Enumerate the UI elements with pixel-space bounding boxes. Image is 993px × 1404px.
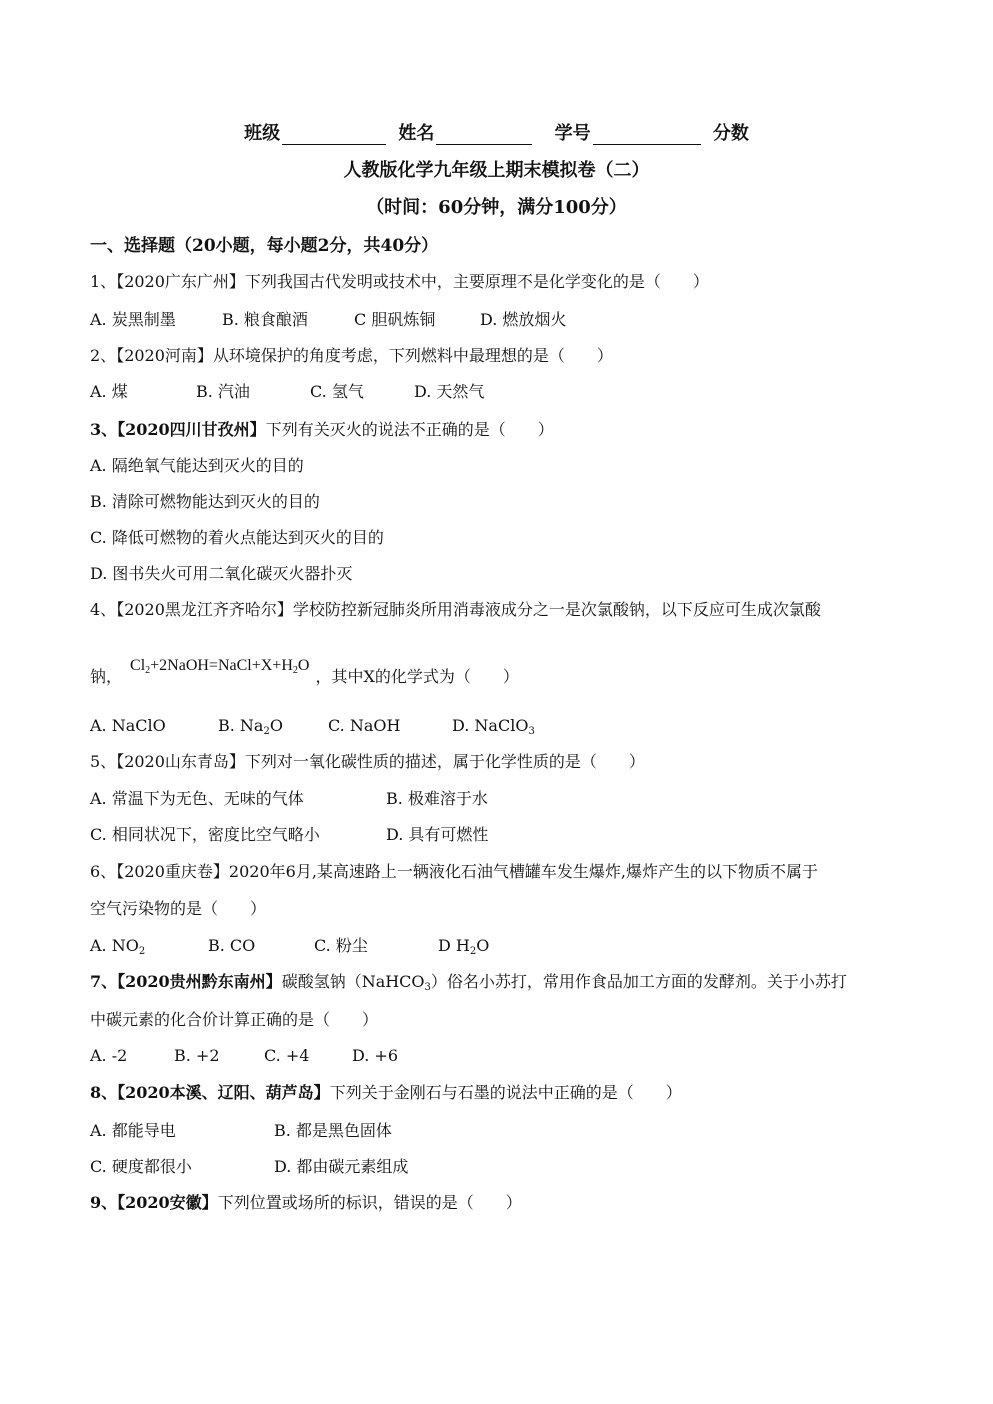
question-text: 2020年6月,某高速路上一辆液化石油气槽罐车发生爆炸,爆炸产生的以下物质不属于 xyxy=(228,862,818,881)
question-6-line-2: 空气污染物的是（ ） xyxy=(90,899,267,918)
question-4 xyxy=(90,599,821,621)
option-a[interactable]: A. -2 xyxy=(90,1046,128,1065)
option-b[interactable]: B. 清除可燃物能达到灭火的目的 xyxy=(90,492,320,511)
exam-title: 人教版化学九年级上期末模拟卷（二） xyxy=(343,160,650,181)
class-label: 班级 xyxy=(244,123,281,144)
question-number: 2、 xyxy=(90,346,117,365)
question-source: 【2020重庆卷】 xyxy=(116,862,229,881)
option-c[interactable]: C. NaOH xyxy=(328,716,401,735)
question-7-line-2: 中碳元素的化合价计算正确的是（ ） xyxy=(90,1010,379,1029)
option-b[interactable]: B. $Na_2O$ xyxy=(218,716,283,737)
question-6-options xyxy=(90,935,489,957)
question-3 xyxy=(90,419,554,441)
option-c[interactable]: C 胆矾炼铜 xyxy=(354,310,436,329)
question-number: 8、 xyxy=(90,1083,118,1102)
question-number: 5、 xyxy=(90,752,117,771)
option-a[interactable]: A. 都能导电 xyxy=(90,1121,176,1140)
question-text: ，其中X的化学式为（ ） xyxy=(315,667,519,686)
question-number: 6、 xyxy=(90,862,117,881)
option-b[interactable]: B. 粮食酿酒 xyxy=(222,310,308,329)
question-text: 下列有关灭火的说法不正确的是（ ） xyxy=(265,420,554,439)
class-blank[interactable] xyxy=(282,126,386,145)
option-b[interactable]: B. 汽油 xyxy=(196,382,250,401)
question-2-options xyxy=(90,381,484,403)
question-1-options xyxy=(90,309,566,331)
option-b[interactable]: B. 极难溶于水 xyxy=(386,789,488,808)
question-source: 【2020贵州黔东南州】 xyxy=(117,972,282,991)
question-7-options xyxy=(90,1045,398,1067)
option-a[interactable]: A. $NO_2$ xyxy=(90,936,146,957)
student-info-line xyxy=(0,123,993,145)
option-d[interactable]: D. NaClO$_3$ xyxy=(452,716,535,737)
question-4-options xyxy=(90,715,535,737)
option-d[interactable]: D. 具有可燃性 xyxy=(386,825,489,844)
question-source: 【2020山东青岛】 xyxy=(116,752,245,771)
option-b[interactable]: B. 都是黑色固体 xyxy=(274,1121,392,1140)
option-c[interactable]: C. +4 xyxy=(264,1046,310,1065)
question-source: 【2020安徽】 xyxy=(117,1193,218,1212)
question-text: 下列对一氧化碳性质的描述，属于化学性质的是（ ） xyxy=(244,752,645,771)
question-text: 学校防控新冠肺炎所用消毒液成分之一是次氯酸钠，以下反应可生成次氯酸 xyxy=(292,600,821,619)
option-a[interactable]: A. 炭黑制墨 xyxy=(90,310,176,329)
question-text: 碳酸氢钠（NaHCO$_3$）俗名小苏打，常用作食品加工方面的发酵剂。关于小苏打 xyxy=(281,972,847,993)
option-d[interactable]: D. 天然气 xyxy=(414,382,485,401)
question-4-line-2 xyxy=(90,657,519,689)
question-text: 下列我国古代发明或技术中，主要原理不是化学变化的是（ ） xyxy=(244,272,709,291)
option-c[interactable]: C. 相同状况下，密度比空气略小 xyxy=(90,825,320,844)
option-d[interactable]: D. 图书失火可用二氧化碳灭火器扑灭 xyxy=(90,564,353,583)
question-1 xyxy=(90,271,709,293)
question-number: 3、 xyxy=(90,420,118,439)
question-6 xyxy=(90,861,818,883)
question-8-options-row-1 xyxy=(90,1120,392,1142)
question-source: 【2020广东广州】 xyxy=(116,272,245,291)
question-source: 【2020本溪、辽阳、葫芦岛】 xyxy=(117,1083,330,1102)
question-9 xyxy=(90,1192,522,1214)
exam-subtitle: （时间：60分钟，满分100分） xyxy=(366,197,627,218)
option-d[interactable]: D. 燃放烟火 xyxy=(480,310,567,329)
id-label: 学号 xyxy=(554,123,591,144)
option-c[interactable]: C. 粉尘 xyxy=(314,936,368,955)
option-c[interactable]: C. 降低可燃物的着火点能达到灭火的目的 xyxy=(90,528,384,547)
question-7 xyxy=(90,971,847,993)
question-8-options-row-2 xyxy=(90,1156,408,1178)
question-5-options-row-2 xyxy=(90,824,488,846)
name-label: 姓名 xyxy=(398,123,435,144)
question-number: 4、 xyxy=(90,600,117,619)
option-a[interactable]: A. 煤 xyxy=(90,382,128,401)
chemical-equation: $Cl_2+2NaOH=NaCl+X+H_2O$ xyxy=(130,657,310,676)
question-2 xyxy=(90,345,613,367)
name-blank[interactable] xyxy=(436,126,532,145)
section-heading: 一、选择题（20小题，每小题2分，共40分） xyxy=(90,236,439,256)
option-d[interactable]: D. 都由碳元素组成 xyxy=(274,1157,409,1176)
option-a[interactable]: A. 隔绝氧气能达到灭火的目的 xyxy=(90,456,304,475)
question-source: 【2020黑龙江齐齐哈尔】 xyxy=(116,600,293,619)
question-number: 9、 xyxy=(90,1193,118,1212)
option-a[interactable]: A. 常温下为无色、无味的气体 xyxy=(90,789,304,808)
question-number: 7、 xyxy=(90,972,118,991)
option-d[interactable]: D $H_2O$ xyxy=(438,936,490,957)
question-8 xyxy=(90,1082,682,1104)
option-c[interactable]: C. 硬度都很小 xyxy=(90,1157,192,1176)
question-5 xyxy=(90,751,645,773)
option-a[interactable]: A. NaClO xyxy=(90,716,166,735)
question-text: 下列关于金刚石与石墨的说法中正确的是（ ） xyxy=(329,1083,682,1102)
option-d[interactable]: D. +6 xyxy=(352,1046,399,1065)
option-c[interactable]: C. 氢气 xyxy=(310,382,364,401)
option-b[interactable]: B. +2 xyxy=(174,1046,220,1065)
option-b[interactable]: B. CO xyxy=(208,936,256,955)
question-text: 从环境保护的角度考虑，下列燃料中最理想的是（ ） xyxy=(212,346,613,365)
question-text: 下列位置或场所的标识，错误的是（ ） xyxy=(217,1193,522,1212)
question-number: 1、 xyxy=(90,272,117,291)
question-source: 【2020四川甘孜州】 xyxy=(117,420,266,439)
question-text: 钠， xyxy=(90,667,123,686)
question-source: 【2020河南】 xyxy=(116,346,213,365)
question-5-options-row-1 xyxy=(90,788,488,810)
score-label: 分数 xyxy=(712,123,749,144)
id-blank[interactable] xyxy=(593,126,701,145)
